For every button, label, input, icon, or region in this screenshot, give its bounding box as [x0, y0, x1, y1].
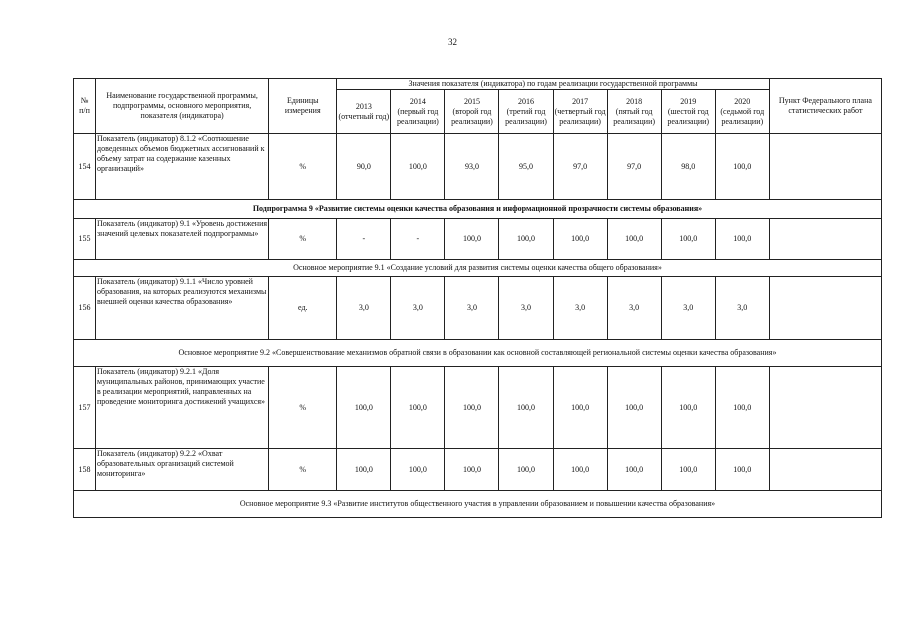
value-cell: 100,0	[445, 219, 499, 260]
unit-cell: ед.	[269, 277, 337, 340]
value-cell: 100,0	[499, 449, 553, 491]
value-cell: 100,0	[661, 219, 715, 260]
value-cell: 3,0	[607, 277, 661, 340]
plan-point-cell	[769, 134, 881, 200]
header-year-note: (пятый год реализации)	[613, 106, 656, 126]
table-row	[74, 367, 882, 449]
row-number: 154	[74, 134, 96, 200]
row-number: 158	[74, 449, 96, 491]
value-cell: 100,0	[391, 134, 445, 200]
header-year-label: 2018	[626, 96, 643, 106]
header-year-label: 2014	[409, 96, 426, 106]
value-cell: 100,0	[499, 219, 553, 260]
value-cell: 90,0	[337, 134, 391, 200]
header-year-2019	[661, 90, 715, 134]
unit-cell: %	[269, 134, 337, 200]
plan-point-cell	[769, 219, 881, 260]
value-cell: 100,0	[715, 134, 769, 200]
header-year-2013	[337, 90, 391, 134]
value-cell: 100,0	[661, 367, 715, 449]
page-number: 32	[448, 37, 457, 47]
header-year-label: 2019	[680, 96, 697, 106]
value-cell: 3,0	[553, 277, 607, 340]
value-cell: 93,0	[445, 134, 499, 200]
value-cell: 98,0	[661, 134, 715, 200]
header-year-2015	[445, 90, 499, 134]
header-units: Единицы измерения	[269, 79, 337, 134]
header-year-note: (шестой год реализации)	[667, 106, 710, 126]
value-cell: 100,0	[499, 367, 553, 449]
header-year-label: 2013	[355, 101, 372, 111]
header-year-label: 2020	[734, 96, 751, 106]
section-row	[74, 260, 882, 277]
table-row	[74, 134, 882, 200]
value-cell: 3,0	[499, 277, 553, 340]
unit-cell: %	[269, 449, 337, 491]
value-cell: 100,0	[337, 367, 391, 449]
value-cell: 3,0	[715, 277, 769, 340]
value-cell: -	[337, 219, 391, 260]
header-num: № п/п	[74, 79, 96, 134]
header-year-label: 2017	[572, 96, 589, 106]
value-cell: 97,0	[553, 134, 607, 200]
section-title: Основное мероприятие 9.1 «Создание условий для развития системы оценки качества общего образования»	[74, 260, 882, 277]
indicator-table	[73, 78, 882, 518]
indicator-name: Показатель (индикатор) 9.1 «Уровень достижения значений целевых показателей подпрограммы»	[96, 219, 269, 260]
row-number: 156	[74, 277, 96, 340]
section-row	[74, 340, 882, 367]
value-cell: 3,0	[337, 277, 391, 340]
value-cell: 100,0	[553, 219, 607, 260]
table-row	[74, 449, 882, 491]
header-year-note: (третий год реализации)	[505, 106, 547, 126]
value-cell: 100,0	[661, 449, 715, 491]
plan-point-cell	[769, 449, 881, 491]
value-cell: 100,0	[607, 449, 661, 491]
table-row	[74, 277, 882, 340]
header-year-note: (отчетный год)	[338, 111, 390, 121]
table-row	[74, 219, 882, 260]
row-number: 157	[74, 367, 96, 449]
value-cell: 100,0	[607, 367, 661, 449]
value-cell: 3,0	[661, 277, 715, 340]
row-number: 155	[74, 219, 96, 260]
indicator-name: Показатель (индикатор) 8.1.2 «Соотношение доведенных объемов бюджетных ассигнований к объему затрат на содержание казенных организаций»	[96, 134, 269, 200]
section-title: Подпрограмма 9 «Развитие системы оценки качества образования и информационной прозрачности системы образования»	[74, 200, 882, 219]
value-cell: 100,0	[337, 449, 391, 491]
value-cell: -	[391, 219, 445, 260]
plan-point-cell	[769, 367, 881, 449]
header-year-note: (первый год реализации)	[397, 106, 439, 126]
value-cell: 100,0	[553, 449, 607, 491]
header-year-note: (седьмой год реализации)	[720, 106, 765, 126]
value-cell: 97,0	[607, 134, 661, 200]
unit-cell: %	[269, 219, 337, 260]
header-year-2020	[715, 90, 769, 134]
value-cell: 100,0	[715, 449, 769, 491]
unit-cell: %	[269, 367, 337, 449]
table-body	[74, 134, 882, 518]
indicator-name: Показатель (индикатор) 9.2.1 «Доля муниципальных районов, принимающих участие в реализации мероприятий, направленных на проведение мониторинга достижений учащихся»	[96, 367, 269, 449]
section-row	[74, 200, 882, 219]
header-year-label: 2015	[463, 96, 480, 106]
value-cell: 100,0	[553, 367, 607, 449]
value-cell: 100,0	[715, 367, 769, 449]
header-year-2016	[499, 90, 553, 134]
indicator-name: Показатель (индикатор) 9.1.1 «Число уровней образования, на которых реализуются механизмы внешней оценки качества образования»	[96, 277, 269, 340]
value-cell: 100,0	[607, 219, 661, 260]
header-name: Наименование государственной программы, подпрограммы, основного мероприятия, показателя (индикатора)	[96, 79, 269, 134]
header-values-group: Значения показателя (индикатора) по годам реализации государственной программы	[337, 79, 770, 90]
value-cell: 3,0	[445, 277, 499, 340]
value-cell: 3,0	[391, 277, 445, 340]
header-year-2018	[607, 90, 661, 134]
header-year-2017	[553, 90, 607, 134]
section-title: Основное мероприятие 9.2 «Совершенствование механизмов обратной связи в образовании как основной составляющей региональной системы оценки качества образования»	[74, 340, 882, 367]
header-year-note: (четвертый год реализации)	[554, 106, 606, 126]
value-cell: 100,0	[715, 219, 769, 260]
header-year-2014	[391, 90, 445, 134]
value-cell: 100,0	[445, 367, 499, 449]
indicator-name: Показатель (индикатор) 9.2.2 «Охват образовательных организаций системой мониторинга»	[96, 449, 269, 491]
value-cell: 95,0	[499, 134, 553, 200]
section-title: Основное мероприятие 9.3 «Развитие институтов общественного участия в управлении образованием и повышении качества образования»	[74, 491, 882, 518]
header-year-note: (второй год реализации)	[451, 106, 493, 126]
header-plan-point: Пункт Федерального плана статистических работ	[769, 79, 881, 134]
value-cell: 100,0	[445, 449, 499, 491]
section-row	[74, 491, 882, 518]
plan-point-cell	[769, 277, 881, 340]
value-cell: 100,0	[391, 367, 445, 449]
value-cell: 100,0	[391, 449, 445, 491]
header-year-label: 2016	[518, 96, 535, 106]
